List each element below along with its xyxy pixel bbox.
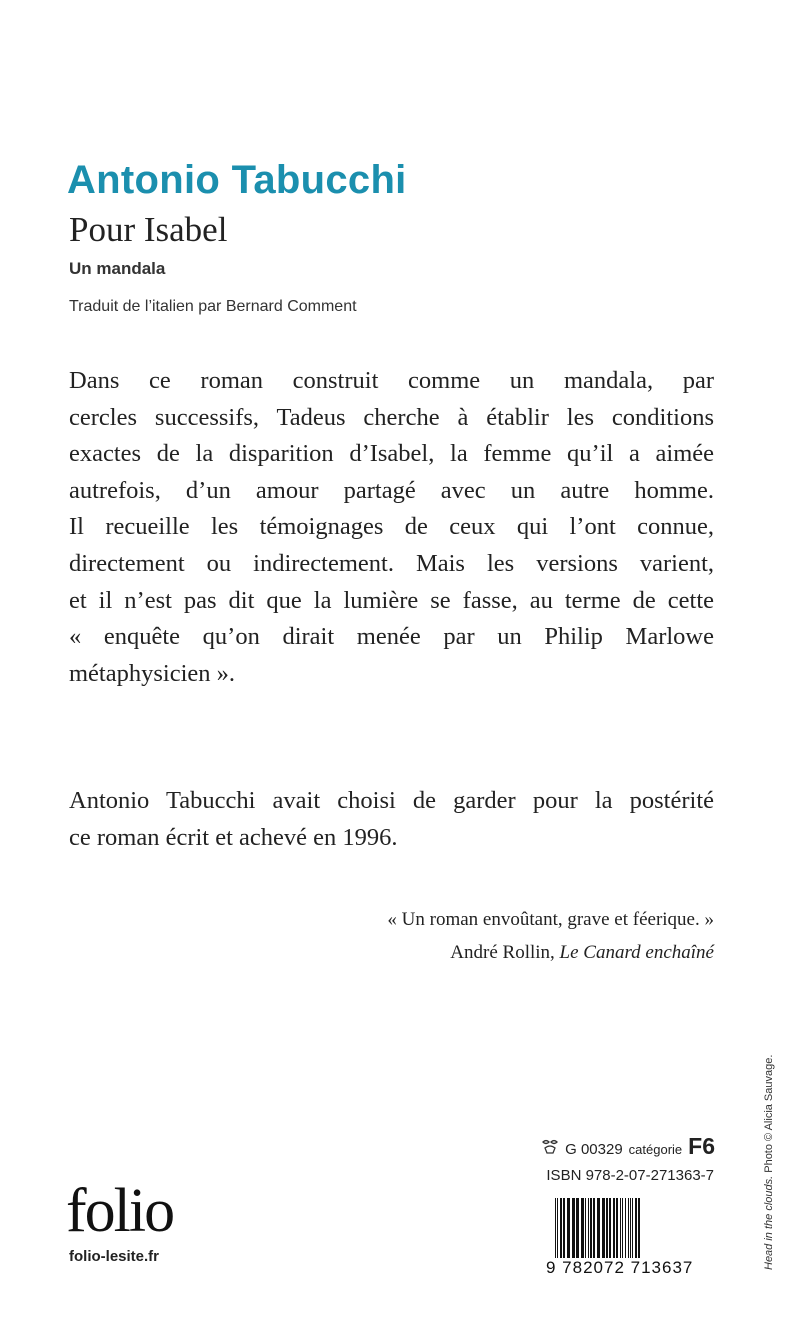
barcode-bar	[555, 1198, 556, 1264]
summary-line: métaphysicien ».	[69, 659, 236, 687]
category-label: catégorie	[628, 1142, 683, 1157]
summary-line: exactes de la disparition d’Isabel, la femme qu’il a aimée	[69, 440, 714, 468]
summary-paragraph-1	[69, 363, 714, 692]
summary-line: ce roman écrit et achevé en 1996.	[69, 823, 398, 851]
barcode-bar	[616, 1198, 618, 1264]
summary-line: cercles successifs, Tadeus cherche à établir les conditions	[69, 403, 714, 431]
gallimard-logo-icon	[541, 1139, 559, 1155]
review-quote: « Un roman envoûtant, grave et féerique. »	[387, 909, 714, 930]
photo-credit	[763, 1055, 775, 1270]
barcode-bar	[635, 1198, 637, 1264]
review-publication: Le Canard enchaîné	[559, 942, 714, 963]
summary-line: « enquête qu’on dirait menée par un Philip Marlowe	[69, 623, 714, 651]
barcode-bar	[597, 1198, 600, 1264]
barcode-bar	[622, 1198, 623, 1264]
barcode-bar	[557, 1198, 558, 1264]
summary-line: Antonio Tabucchi avait choisi de garder pour la postérité	[69, 787, 714, 814]
barcode-bar	[602, 1198, 605, 1264]
review-critic: André Rollin,	[450, 942, 555, 963]
summary-line: et il n’est pas dit que la lumière se fasse, au terme de cette	[69, 586, 714, 614]
summary-line: Il recueille les témoignages de ceux qui l’ont connue,	[69, 513, 714, 541]
product-code: G 00329	[565, 1141, 623, 1158]
barcode-bar	[606, 1198, 608, 1264]
barcode-bar	[560, 1198, 562, 1264]
barcode-bar	[576, 1198, 579, 1264]
folio-logo: folio	[66, 1177, 174, 1245]
translator-credit: Traduit de l’italien par Bernard Comment	[69, 298, 357, 315]
barcode-digits: 9 782072 713637	[546, 1258, 694, 1277]
category-code: F6	[688, 1133, 715, 1159]
product-code-line	[541, 1133, 715, 1160]
photo-title: Head in the clouds.	[763, 1175, 775, 1270]
author-name: Antonio Tabucchi	[67, 158, 407, 202]
summary-line: autrefois, d’un amour partagé avec un autre homme.	[69, 476, 714, 504]
barcode-bar	[593, 1198, 595, 1264]
summary-paragraph-2	[69, 783, 714, 856]
summary-line: directement ou indirectement. Mais les versions varient,	[69, 549, 714, 577]
photographer-credit: Photo © Alicia Sauvage.	[763, 1054, 775, 1173]
book-subtitle: Un mandala	[69, 259, 166, 278]
barcode-bar	[567, 1198, 570, 1264]
barcode-bar	[638, 1198, 640, 1264]
isbn-number: ISBN 978-2-07-271363-7	[546, 1167, 714, 1184]
barcode-bar	[581, 1198, 584, 1264]
book-title: Pour Isabel	[69, 210, 228, 249]
review-attribution	[387, 936, 714, 969]
review-block	[387, 903, 714, 969]
barcode-bar	[563, 1198, 565, 1264]
publisher-website: folio-lesite.fr	[69, 1248, 160, 1265]
summary-line: Dans ce roman construit comme un mandala, par	[69, 367, 714, 394]
barcode-bar	[613, 1198, 615, 1264]
barcode-bar	[625, 1198, 626, 1264]
barcode-bar	[585, 1198, 586, 1264]
barcode-bar	[620, 1198, 621, 1264]
barcode-bar	[588, 1198, 589, 1264]
barcode-bar	[632, 1198, 633, 1264]
barcode-bar	[590, 1198, 592, 1264]
barcode-bar	[630, 1198, 631, 1264]
barcode-bar	[609, 1198, 611, 1264]
barcode-bar	[628, 1198, 629, 1264]
barcode-bar	[572, 1198, 575, 1264]
barcode	[545, 1198, 715, 1278]
